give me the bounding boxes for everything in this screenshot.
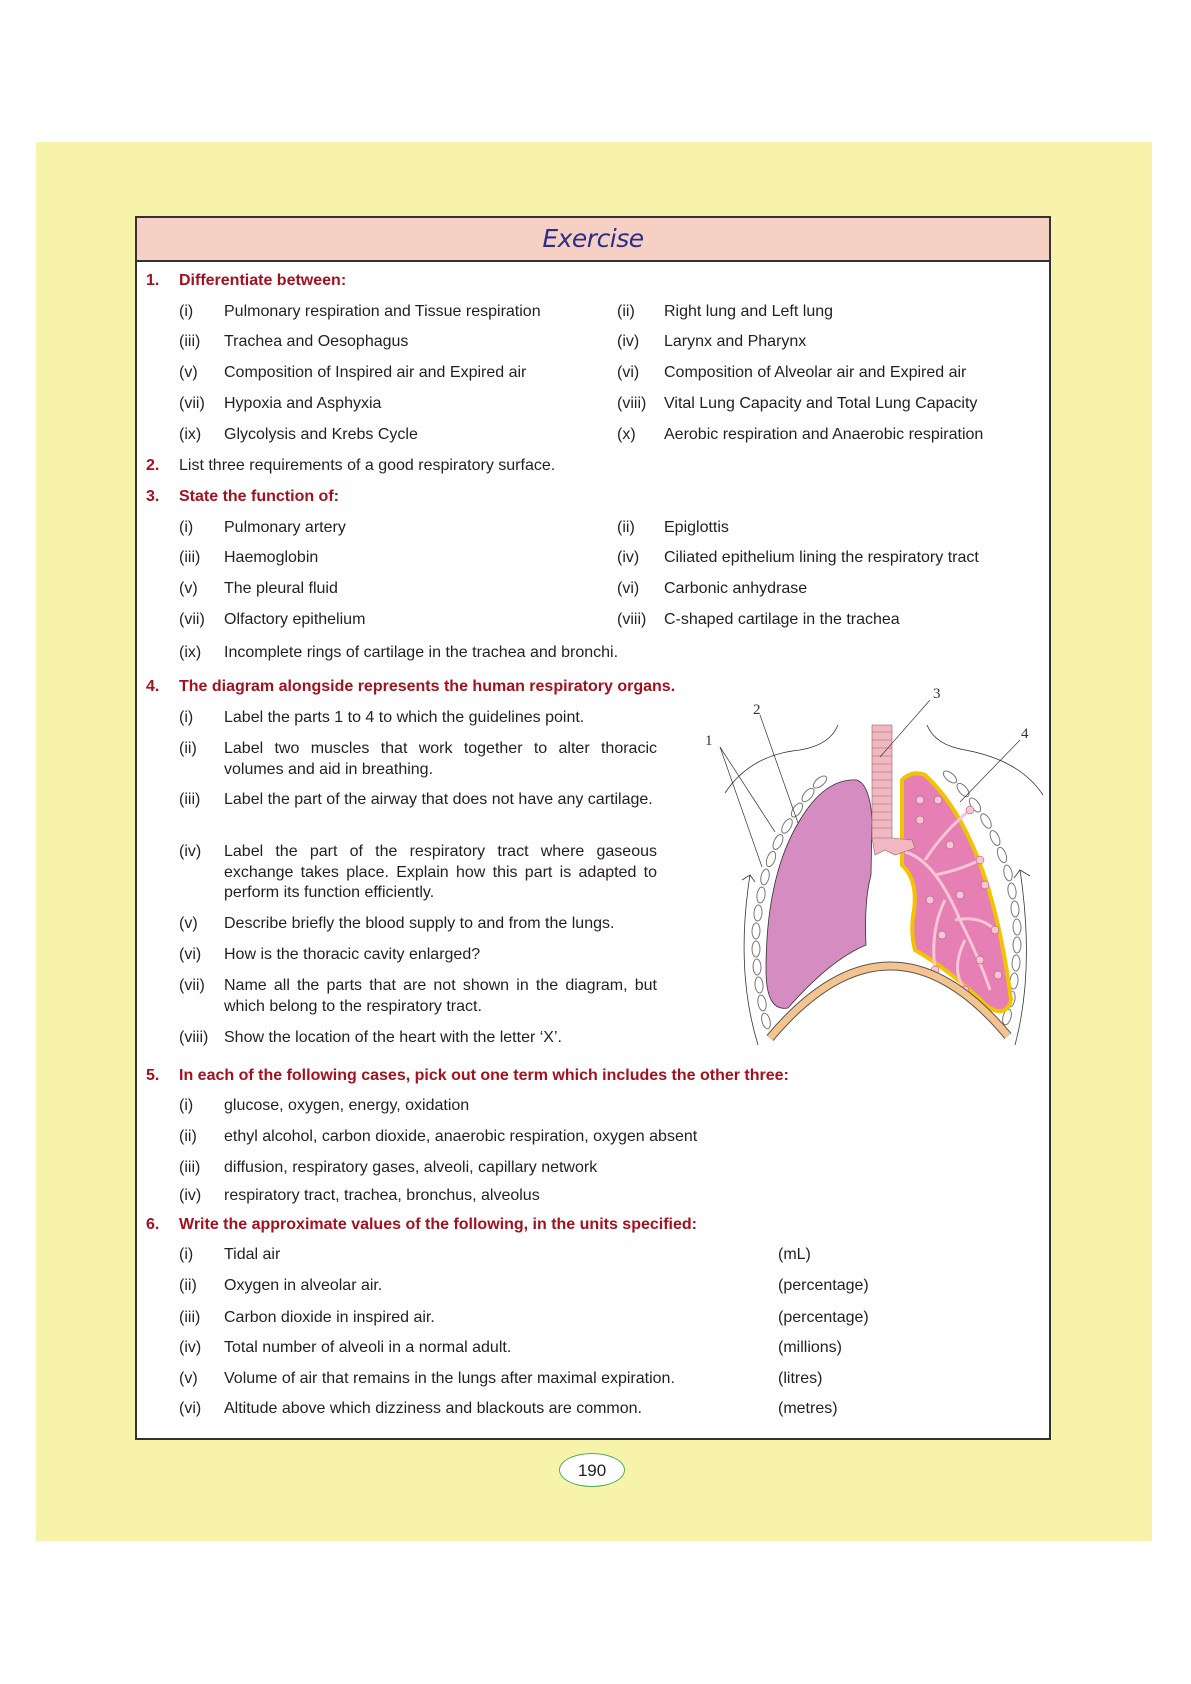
question-5-number: 5. xyxy=(146,1067,160,1084)
question-4-item-number: (v) xyxy=(179,915,198,932)
question-5-item-number: (iv) xyxy=(179,1187,202,1204)
question-1-item-text: Vital Lung Capacity and Total Lung Capacity xyxy=(664,395,978,412)
question-1-item-text: Glycolysis and Krebs Cycle xyxy=(224,426,418,443)
question-5-item-number: (iii) xyxy=(179,1159,201,1176)
question-3-item-text: Epiglottis xyxy=(664,519,729,536)
question-3-number: 3. xyxy=(146,488,160,505)
question-1-item-number: (i) xyxy=(179,303,194,320)
question-4-item-number: (ii) xyxy=(179,740,197,757)
question-4-item-number: (viii) xyxy=(179,1029,209,1046)
question-3-item-text: Olfactory epithelium xyxy=(224,611,366,628)
question-6-item-unit: (percentage) xyxy=(778,1309,869,1326)
question-1-item-number: (v) xyxy=(179,364,198,381)
question-6-item-number: (v) xyxy=(179,1370,198,1387)
question-5-item-number: (ii) xyxy=(179,1128,197,1145)
page-number: 190 xyxy=(559,1453,625,1487)
question-1-item-number: (iv) xyxy=(617,333,640,350)
question-3-item-number: (viii) xyxy=(617,611,647,628)
question-3-item-number: (vi) xyxy=(617,580,640,597)
question-6-item-unit: (metres) xyxy=(778,1400,838,1417)
question-5-item-number: (i) xyxy=(179,1097,194,1114)
question-1-item-text: Pulmonary respiration and Tissue respiration xyxy=(224,303,541,320)
question-4-item-text: Label the part of the airway that does not have any cartilage. xyxy=(224,791,653,808)
question-6-item-text: Volume of air that remains in the lungs after maximal expiration. xyxy=(224,1370,675,1387)
question-4-item-text: Label two muscles that work together to alter thoracic volumes and aid in breathing. xyxy=(224,740,657,778)
question-5-heading: In each of the following cases, pick out one term which includes the other three: xyxy=(179,1067,789,1084)
question-1-number: 1. xyxy=(146,272,160,289)
label-1: 1 xyxy=(705,733,713,749)
label-2: 2 xyxy=(753,702,761,718)
question-4-item-text: Label the part of the respiratory tract where gaseous exchange takes place. Explain how this part is adapted to perform its function efficiently. xyxy=(224,843,657,901)
question-6-item-text: Tidal air xyxy=(224,1246,281,1263)
question-1-item-number: (iii) xyxy=(179,333,201,350)
question-6-item-number: (vi) xyxy=(179,1400,202,1417)
question-3-item-text: Haemoglobin xyxy=(224,549,319,566)
question-1-item-number: (ii) xyxy=(617,303,635,320)
question-3-item-text: Carbonic anhydrase xyxy=(664,580,808,597)
question-6-item-text: Altitude above which dizziness and blackouts are common. xyxy=(224,1400,642,1417)
question-3-item-number: (iv) xyxy=(617,549,640,566)
question-6-item-number: (ii) xyxy=(179,1277,197,1294)
question-1-item-text: Larynx and Pharynx xyxy=(664,333,807,350)
question-5-item-text: diffusion, respiratory gases, alveoli, capillary network xyxy=(224,1159,598,1176)
question-3-item-number: (iii) xyxy=(179,549,201,566)
question-3-item-number: (i) xyxy=(179,519,194,536)
question-1-item-text: Hypoxia and Asphyxia xyxy=(224,395,382,412)
exercise-title: Exercise xyxy=(542,224,644,253)
question-6-item-unit: (percentage) xyxy=(778,1277,869,1294)
question-1-item-text: Composition of Inspired air and Expired air xyxy=(224,364,527,381)
question-6-item-text: Oxygen in alveolar air. xyxy=(224,1277,383,1294)
question-2-heading: List three requirements of a good respiratory surface. xyxy=(179,457,556,474)
question-1-item-number: (viii) xyxy=(617,395,647,412)
question-4-number: 4. xyxy=(146,678,160,695)
question-1-item-number: (ix) xyxy=(179,426,202,443)
question-4-item-number: (vi) xyxy=(179,946,202,963)
question-6-item-number: (iv) xyxy=(179,1339,202,1356)
question-4-item-text: How is the thoracic cavity enlarged? xyxy=(224,946,481,963)
question-3-item-text: Pulmonary artery xyxy=(224,519,346,536)
question-6-item-number: (i) xyxy=(179,1246,194,1263)
question-4-item-number: (vii) xyxy=(179,977,205,994)
question-4-item-text: Describe briefly the blood supply to and from the lungs. xyxy=(224,915,615,932)
question-4-item-number: (iii) xyxy=(179,791,201,808)
question-6-item-unit: (litres) xyxy=(778,1370,823,1387)
question-3-item-text: Ciliated epithelium lining the respiratory tract xyxy=(664,549,979,566)
question-5-item-text: respiratory tract, trachea, bronchus, alveolus xyxy=(224,1187,540,1204)
question-3-heading: State the function of: xyxy=(179,488,339,505)
question-4-item-text: Name all the parts that are not shown in the diagram, but which belong to the respiratory tract. xyxy=(224,977,657,1015)
question-1-item-text: Composition of Alveolar air and Expired air xyxy=(664,364,967,381)
question-4-item-number: (i) xyxy=(179,709,194,726)
question-3-item-text: Incomplete rings of cartilage in the trachea and bronchi. xyxy=(224,644,619,661)
question-6-item-unit: (mL) xyxy=(778,1246,811,1263)
question-6-heading: Write the approximate values of the following, in the units specified: xyxy=(179,1216,697,1233)
question-1-item-text: Aerobic respiration and Anaerobic respiration xyxy=(664,426,984,443)
question-5-item-text: glucose, oxygen, energy, oxidation xyxy=(224,1097,470,1114)
question-1-item-number: (x) xyxy=(617,426,636,443)
question-5-item-text: ethyl alcohol, carbon dioxide, anaerobic respiration, oxygen absent xyxy=(224,1128,698,1145)
question-3-item-number: (ix) xyxy=(179,644,202,661)
question-3-item-text: The pleural fluid xyxy=(224,580,338,597)
question-4-item-text: Show the location of the heart with the letter ‘X’. xyxy=(224,1029,562,1046)
question-1-heading: Differentiate between: xyxy=(179,272,347,289)
label-4: 4 xyxy=(1021,726,1029,742)
question-6-item-number: (iii) xyxy=(179,1309,201,1326)
question-6-number: 6. xyxy=(146,1216,160,1233)
question-3-item-text: C-shaped cartilage in the trachea xyxy=(664,611,900,628)
label-3: 3 xyxy=(933,686,941,702)
question-4-heading: The diagram alongside represents the human respiratory organs. xyxy=(179,678,676,695)
respiratory-organs-diagram xyxy=(680,670,1080,1070)
question-1-item-number: (vii) xyxy=(179,395,205,412)
question-6-item-unit: (millions) xyxy=(778,1339,842,1356)
question-3-item-number: (vii) xyxy=(179,611,205,628)
question-6-item-text: Carbon dioxide in inspired air. xyxy=(224,1309,435,1326)
question-1-item-text: Right lung and Left lung xyxy=(664,303,834,320)
question-1-item-number: (vi) xyxy=(617,364,640,381)
question-3-item-number: (ii) xyxy=(617,519,635,536)
question-4-item-number: (iv) xyxy=(179,843,202,860)
question-3-item-number: (v) xyxy=(179,580,198,597)
question-2-number: 2. xyxy=(146,457,160,474)
question-6-item-text: Total number of alveoli in a normal adult. xyxy=(224,1339,512,1356)
exercise-header xyxy=(135,216,1051,262)
question-1-item-text: Trachea and Oesophagus xyxy=(224,333,409,350)
question-4-item-text: Label the parts 1 to 4 to which the guidelines point. xyxy=(224,709,585,726)
